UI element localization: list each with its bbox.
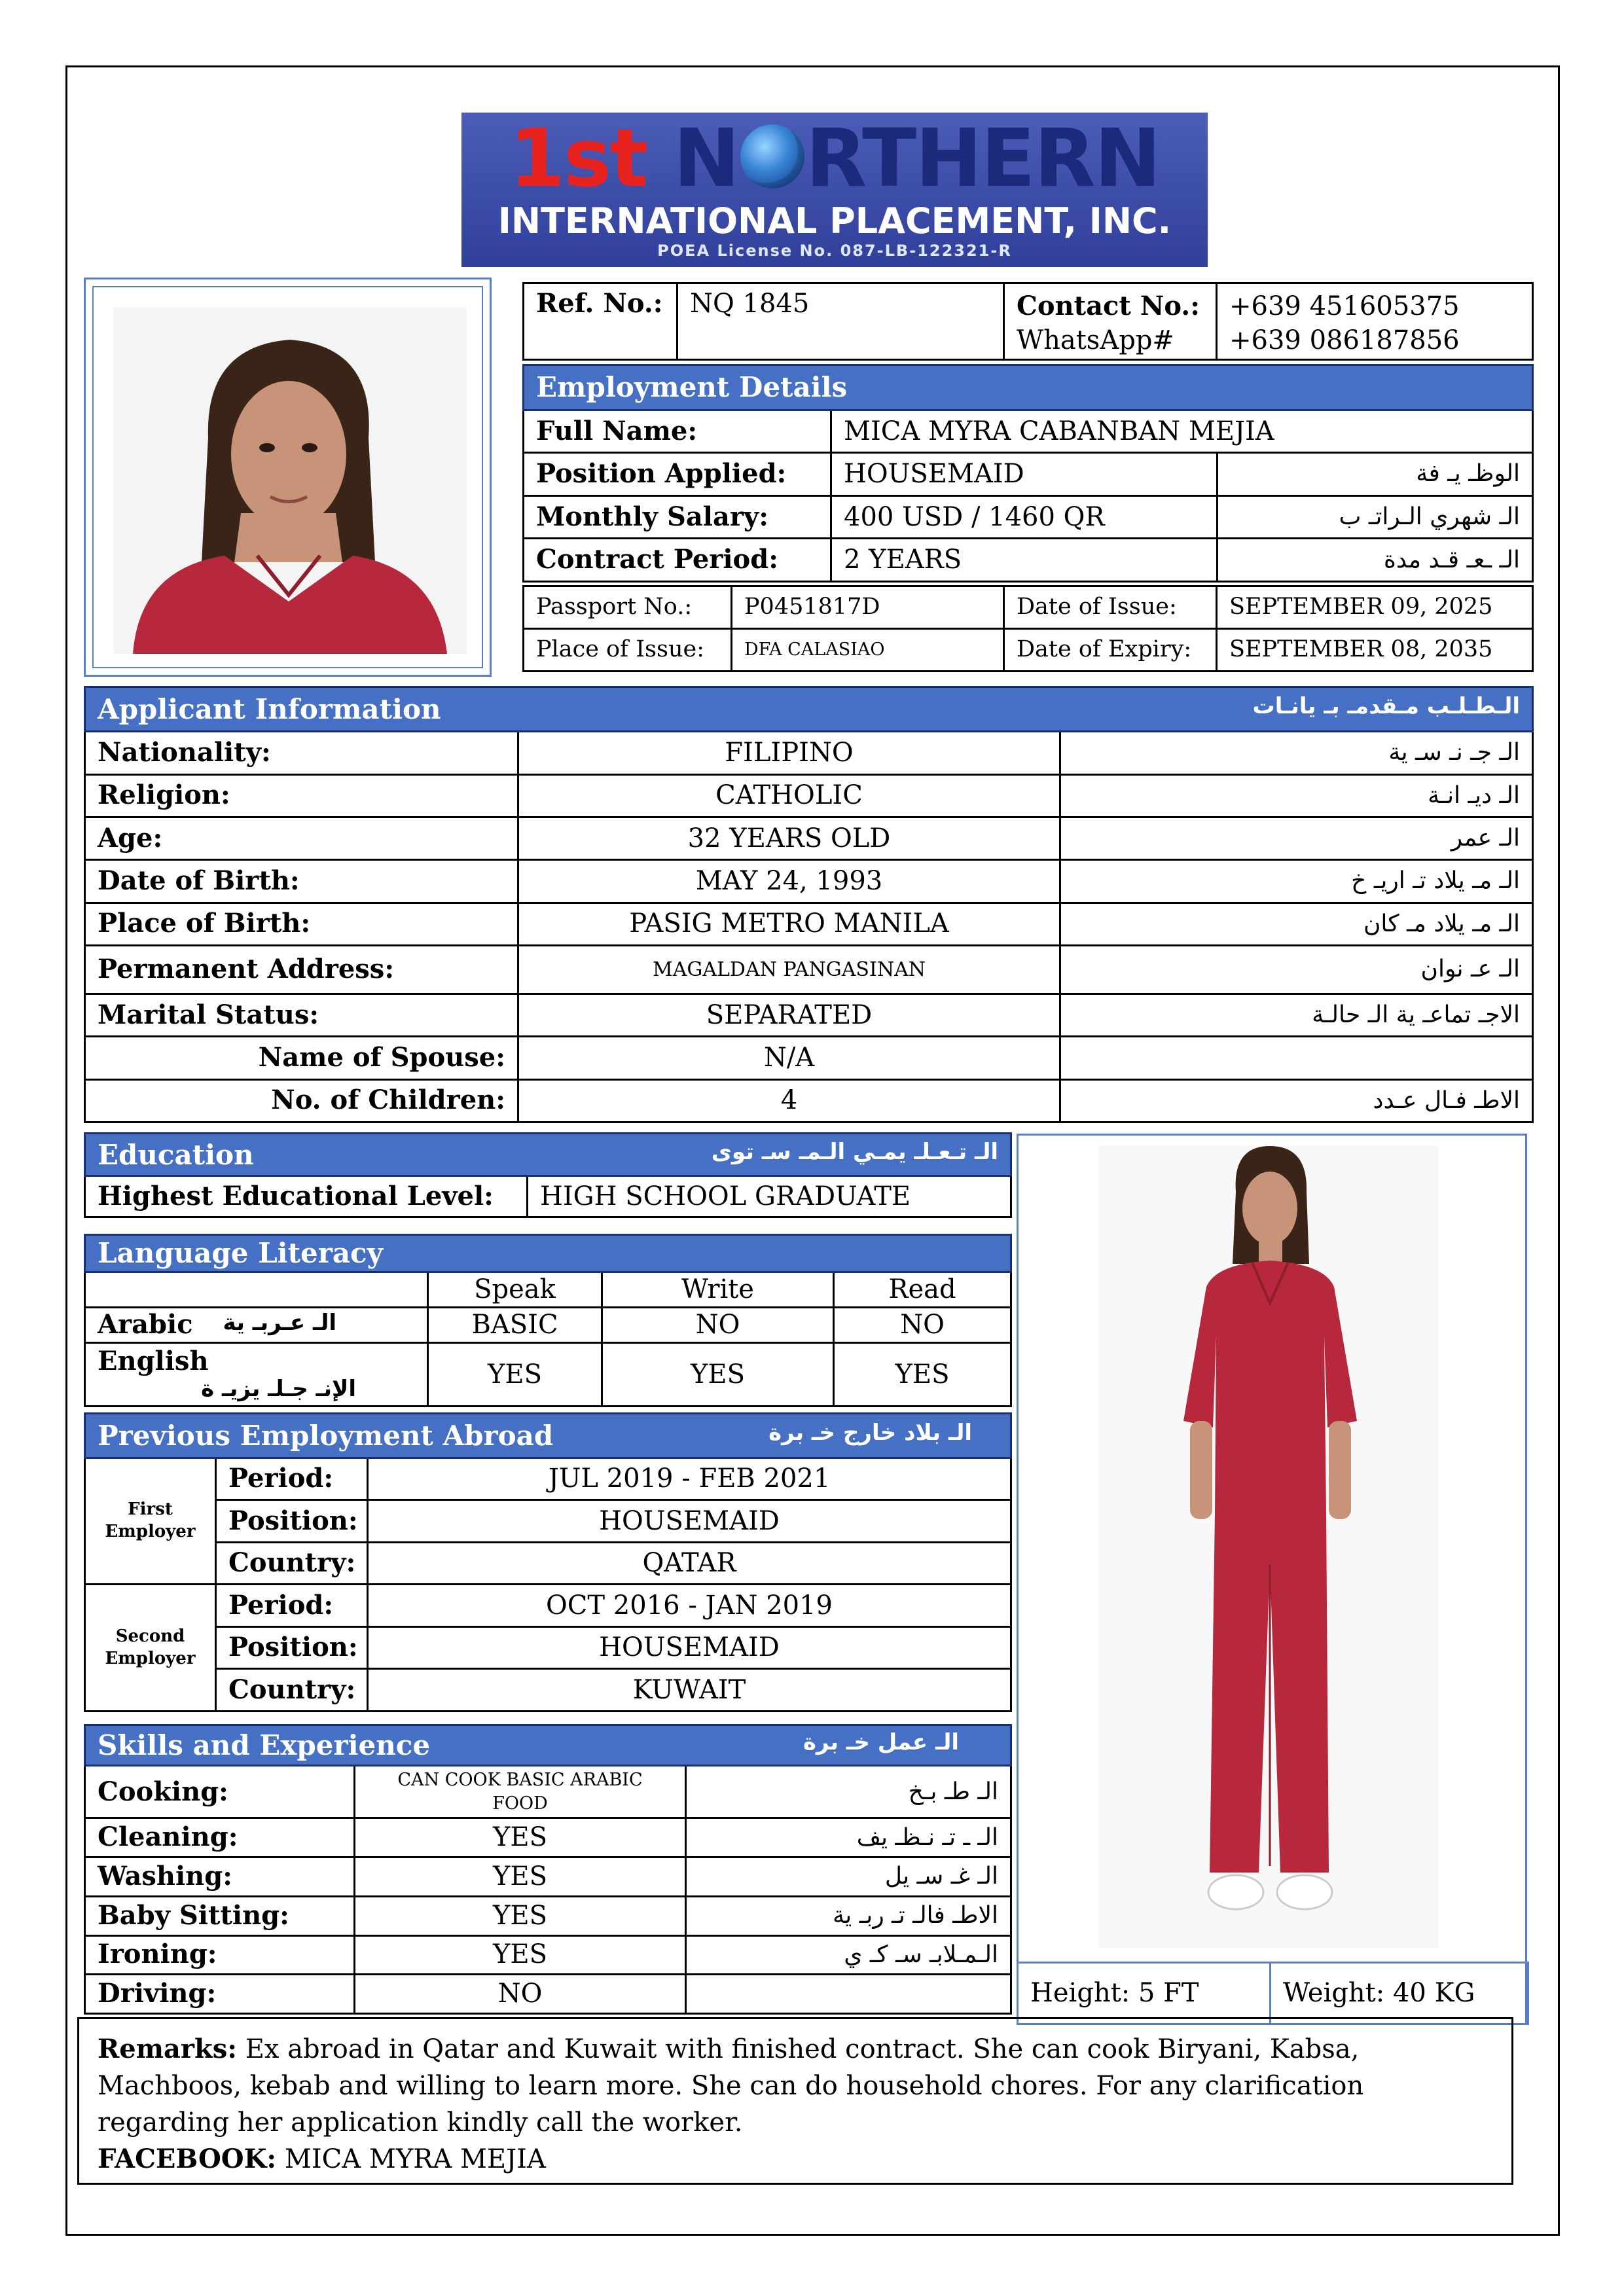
remarks-label: Remarks:	[98, 2034, 238, 2064]
contact-table	[522, 282, 1534, 361]
ironing-label: Ironing:	[85, 1935, 355, 1975]
washing-value: YES	[355, 1857, 686, 1897]
language-corner	[85, 1272, 428, 1307]
first-position-label: Position:	[216, 1500, 368, 1543]
pob-value: PASIG METRO MANILA	[518, 903, 1060, 945]
remarks-text: Ex abroad in Qatar and Kuwait with finished contract. She can cook Biryani, Kabsa, Machboos, kebab and willing to learn more. She can do household chores. For any clarification regarding her application kindly call the worker.	[98, 2034, 1364, 2138]
second-period-label: Period:	[216, 1585, 368, 1627]
first-position-value: HOUSEMAID	[368, 1500, 1011, 1543]
ironing-value: YES	[355, 1935, 686, 1975]
english-label-arabic: الإنـ جـلـ يزيـ ة	[201, 1376, 356, 1403]
whatsapp-label: WhatsApp#	[1017, 325, 1174, 355]
col-write: Write	[602, 1272, 834, 1307]
washing-label: Washing:	[85, 1857, 355, 1897]
applicant-header-title: Applicant Information	[98, 693, 441, 726]
employment-header: Employment Details	[524, 365, 1533, 410]
whatsapp-number: +639 086187856	[1229, 325, 1460, 355]
washing-arabic: الـ غـ سـ يل	[686, 1857, 1011, 1897]
full-body-photo-frame	[1017, 1134, 1527, 2025]
contact-labels	[1004, 283, 1217, 360]
language-header: Language Literacy	[85, 1235, 1011, 1272]
english-label: English	[98, 1346, 209, 1377]
logo-brand-name	[674, 112, 1160, 205]
position-value: HOUSEMAID	[831, 453, 1218, 496]
contract-value: 2 YEARS	[831, 539, 1218, 582]
pob-arabic: الـ مـ يلاد مـ كان	[1060, 903, 1533, 945]
portrait-illustration	[94, 287, 483, 668]
address-arabic: الـ عـ نوان	[1060, 945, 1533, 994]
dob-value: MAY 24, 1993	[518, 860, 1060, 903]
education-level-label: Highest Educational Level:	[85, 1176, 528, 1217]
previous-employment-table	[84, 1412, 1012, 1712]
english-label-cell	[85, 1342, 428, 1406]
previous-header-title: Previous Employment Abroad	[98, 1419, 554, 1452]
contact-number: +639 451605375	[1229, 291, 1460, 321]
first-country-value: QATAR	[368, 1542, 1011, 1585]
religion-arabic: الـ ديـ انـة	[1060, 774, 1533, 817]
position-arabic: الوظـ يـ فة	[1218, 453, 1533, 496]
employment-table	[522, 364, 1534, 583]
logo-brand-prefix: 1st	[509, 112, 647, 205]
driving-arabic	[686, 1975, 1011, 2014]
full-name-value: MICA MYRA CABANBAN MEJIA	[831, 410, 1533, 453]
cooking-arabic: الـ طـ بـخ	[686, 1766, 1011, 1818]
contract-label: Contract Period:	[524, 539, 831, 582]
passport-no-value: P0451817D	[732, 586, 1004, 629]
ironing-arabic: الـمـلابـ سـ كـ ي	[686, 1935, 1011, 1975]
first-employer-label: First Employer	[85, 1458, 216, 1585]
salary-arabic: الـ شهري الـراتـ ب	[1218, 495, 1533, 539]
expiry-date-label: Date of Expiry:	[1004, 629, 1217, 672]
english-speak: YES	[428, 1342, 602, 1406]
age-arabic: الـ عمر	[1060, 817, 1533, 860]
spouse-value: N/A	[518, 1037, 1060, 1079]
full-name-label: Full Name:	[524, 410, 831, 453]
arabic-label-arabic: الـ عـربـ ية	[223, 1309, 336, 1336]
second-position-value: HOUSEMAID	[368, 1626, 1011, 1669]
baby-sitting-value: YES	[355, 1896, 686, 1935]
previous-header-arabic: الـ بلاد خارج خـ برة	[768, 1419, 972, 1446]
cleaning-value: YES	[355, 1818, 686, 1857]
col-speak: Speak	[428, 1272, 602, 1307]
skills-header	[85, 1725, 1011, 1766]
logo-brand-name-right: RTHERN	[805, 112, 1160, 205]
logo-license: POEA License No. 087-LB-122321-R	[657, 242, 1012, 260]
education-header	[85, 1134, 1011, 1176]
children-label: No. of Children:	[85, 1079, 518, 1122]
first-country-label: Country:	[216, 1542, 368, 1585]
nationality-label: Nationality:	[85, 732, 518, 774]
english-write: YES	[602, 1342, 834, 1406]
contact-values	[1217, 283, 1533, 360]
children-value: 4	[518, 1079, 1060, 1122]
globe-icon	[740, 124, 804, 188]
applicant-table	[84, 686, 1534, 1123]
nationality-value: FILIPINO	[518, 732, 1060, 774]
expiry-date-value: SEPTEMBER 08, 2035	[1217, 629, 1533, 672]
second-period-value: OCT 2016 - JAN 2019	[368, 1585, 1011, 1627]
agency-logo	[461, 113, 1208, 267]
marital-status-arabic: الاجـ تماعـ ية الـ حالـة	[1060, 994, 1533, 1036]
first-period-label: Period:	[216, 1458, 368, 1500]
dob-label: Date of Birth:	[85, 860, 518, 903]
education-table	[84, 1132, 1012, 1218]
religion-label: Religion:	[85, 774, 518, 817]
passport-no-label: Passport No.:	[524, 586, 732, 629]
pob-label: Place of Birth:	[85, 903, 518, 945]
logo-brand	[461, 112, 1208, 205]
children-arabic: الاطـ فـال عـدد	[1060, 1079, 1533, 1122]
skills-header-arabic: الـ عمل خـ برة	[803, 1729, 960, 1756]
marital-status-label: Marital Status:	[85, 994, 518, 1036]
baby-sitting-arabic: الاطـ فالـ تـ ربـ ية	[686, 1896, 1011, 1935]
education-header-arabic: الـ تـعـلـ يمـي الـمـ سـ توى	[711, 1138, 998, 1165]
col-read: Read	[834, 1272, 1011, 1307]
weight-value: Weight: 40 KG	[1271, 1963, 1528, 2024]
measurements-table	[1017, 1962, 1529, 2025]
place-of-issue-label: Place of Issue:	[524, 629, 732, 672]
driving-label: Driving:	[85, 1975, 355, 2014]
marital-status-value: SEPARATED	[518, 994, 1060, 1036]
full-body-photo	[1098, 1146, 1439, 1948]
height-value: Height: 5 FT	[1018, 1963, 1271, 2024]
address-label: Permanent Address:	[85, 945, 518, 994]
address-value: MAGALDAN PANGASINAN	[518, 945, 1060, 994]
position-label: Position Applied:	[524, 453, 831, 496]
facebook-value: MICA MYRA MEJIA	[284, 2144, 546, 2174]
portrait-photo-frame	[84, 278, 492, 677]
ref-value: NQ 1845	[677, 283, 1004, 360]
passport-table	[522, 585, 1534, 672]
age-value: 32 YEARS OLD	[518, 817, 1060, 860]
driving-value: NO	[355, 1975, 686, 2014]
facebook-label: FACEBOOK:	[98, 2144, 277, 2174]
first-period-value: JUL 2019 - FEB 2021	[368, 1458, 1011, 1500]
second-employer-label: Second Employer	[85, 1585, 216, 1712]
remarks-box	[77, 2017, 1513, 2185]
english-read: YES	[834, 1342, 1011, 1406]
arabic-label: Arabic	[98, 1308, 193, 1340]
cooking-label: Cooking:	[85, 1766, 355, 1818]
age-label: Age:	[85, 817, 518, 860]
second-country-label: Country:	[216, 1669, 368, 1712]
nationality-arabic: الـ جـ نـ سـ ية	[1060, 732, 1533, 774]
arabic-read: NO	[834, 1307, 1011, 1342]
arabic-write: NO	[602, 1307, 834, 1342]
applicant-header	[85, 687, 1533, 732]
education-level-value: HIGH SCHOOL GRADUATE	[528, 1176, 1011, 1217]
place-of-issue-value: DFA CALASIAO	[732, 629, 1004, 672]
contract-arabic: الـ ـعـ قـد مدة	[1218, 539, 1533, 582]
cleaning-label: Cleaning:	[85, 1818, 355, 1857]
portrait-photo	[92, 286, 483, 668]
skills-header-title: Skills and Experience	[98, 1729, 431, 1762]
religion-value: CATHOLIC	[518, 774, 1060, 817]
logo-brand-name-left: N	[673, 112, 739, 205]
language-table	[84, 1234, 1012, 1407]
previous-header	[85, 1414, 1011, 1458]
arabic-speak: BASIC	[428, 1307, 602, 1342]
baby-sitting-label: Baby Sitting:	[85, 1896, 355, 1935]
ref-label: Ref. No.:	[524, 283, 677, 360]
salary-value: 400 USD / 1460 QR	[831, 495, 1218, 539]
spouse-arabic	[1060, 1037, 1533, 1079]
skills-table	[84, 1724, 1012, 2015]
arabic-label-cell	[85, 1307, 428, 1342]
salary-label: Monthly Salary:	[524, 495, 831, 539]
spouse-label: Name of Spouse:	[85, 1037, 518, 1079]
education-header-title: Education	[98, 1138, 254, 1171]
contact-label: Contact No.:	[1017, 291, 1200, 321]
second-position-label: Position:	[216, 1626, 368, 1669]
issue-date-label: Date of Issue:	[1004, 586, 1217, 629]
dob-arabic: الـ مـ يلاد تـ اريـ خ	[1060, 860, 1533, 903]
second-country-value: KUWAIT	[368, 1669, 1011, 1712]
logo-subtitle: INTERNATIONAL PLACEMENT, INC.	[497, 200, 1172, 242]
applicant-header-arabic: الـطـلـب مـقدمـ بـ يانـات	[1252, 693, 1521, 720]
cooking-value: CAN COOK BASIC ARABIC FOOD	[355, 1766, 686, 1818]
cleaning-arabic: الـ ـ تـ نـظـ يف	[686, 1818, 1011, 1857]
issue-date-value: SEPTEMBER 09, 2025	[1217, 586, 1533, 629]
full-body-illustration	[1098, 1146, 1439, 1948]
